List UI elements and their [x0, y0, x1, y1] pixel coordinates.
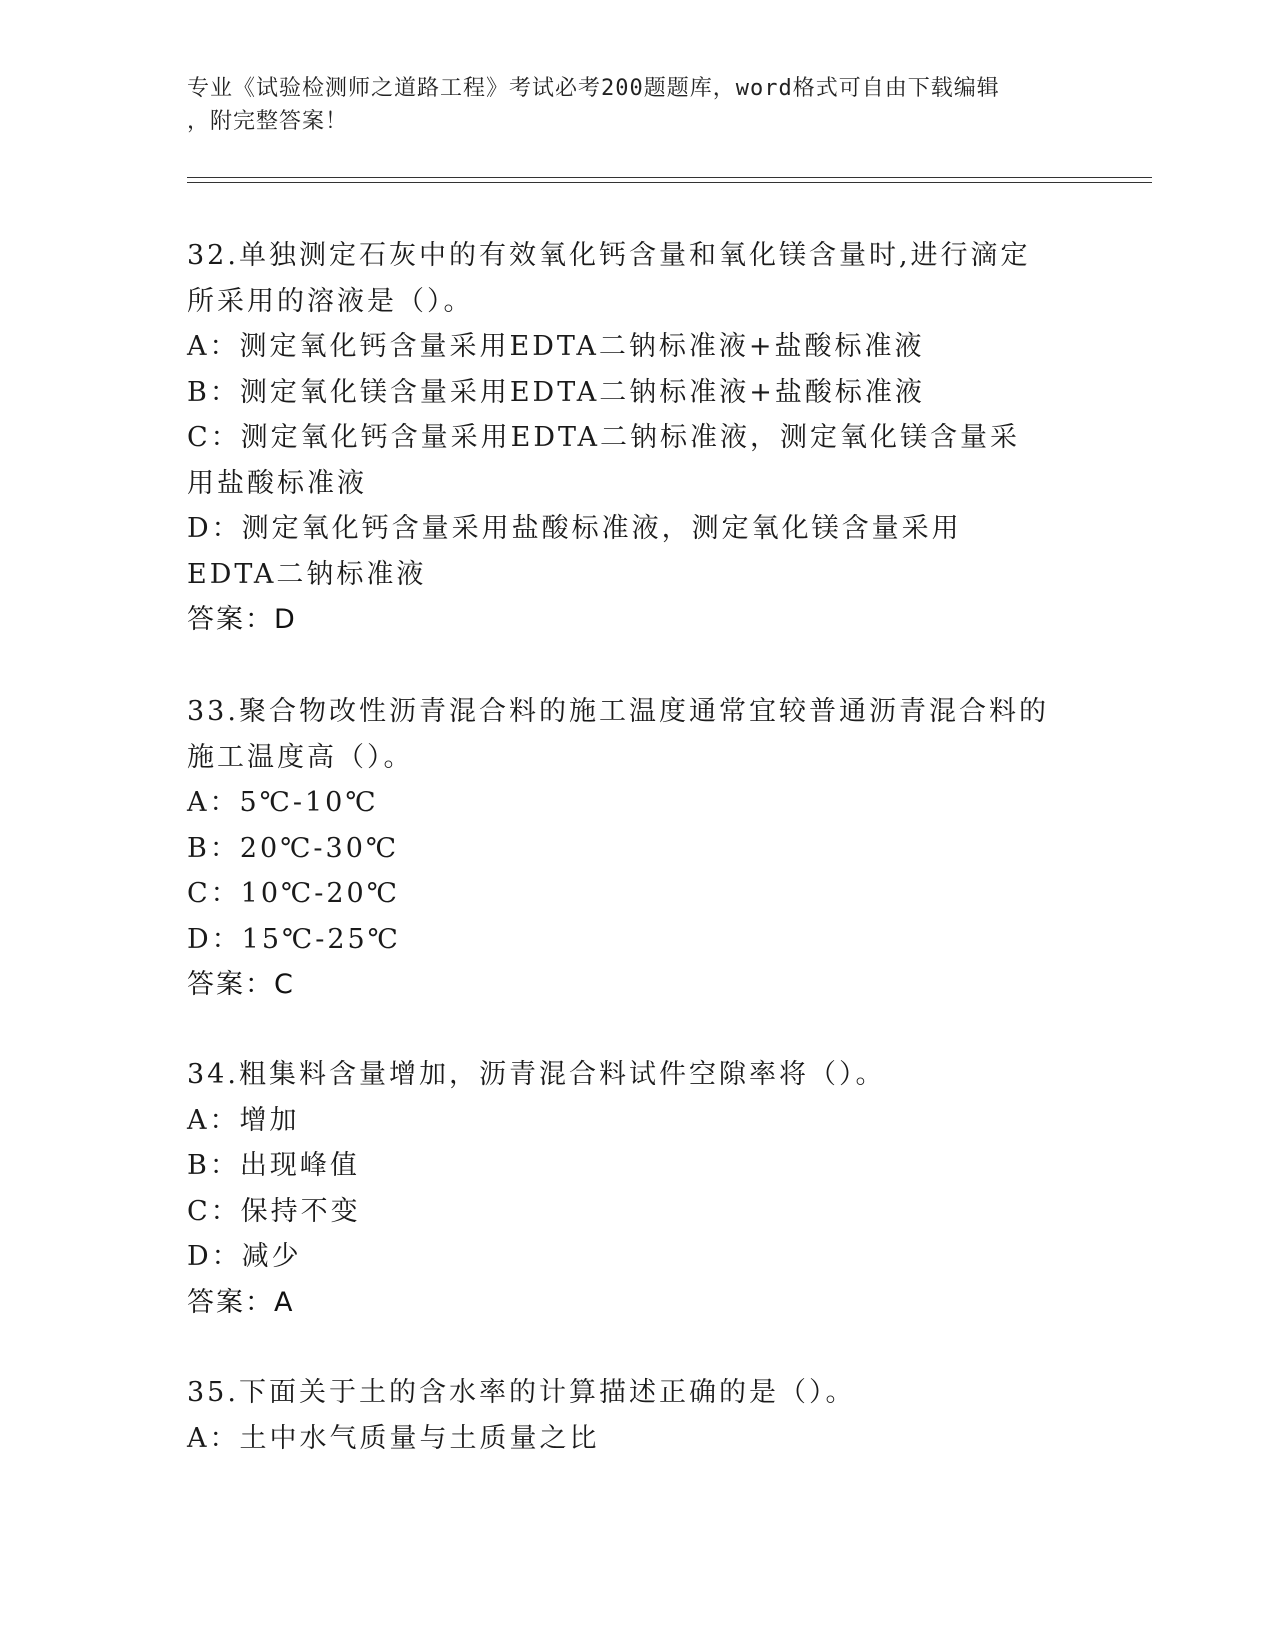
- option-c: C：测定氧化钙含量采用EDTA二钠标准液，测定氧化镁含量采用盐酸标准液: [187, 422, 1021, 499]
- question-33: [187, 689, 1087, 1008]
- option-b: B：测定氧化镁含量采用EDTA二钠标准液+盐酸标准液: [187, 376, 925, 408]
- question-stem: 33.聚合物改性沥青混合料的施工温度通常宜较普通沥青混合料的施工温度高（）。: [187, 696, 1049, 773]
- question-stem: 35.下面关于土的含水率的计算描述正确的是（）。: [187, 1377, 856, 1408]
- question-stem: 32.单独测定石灰中的有效氧化钙含量和氧化镁含量时,进行滴定所采用的溶液是（）。: [187, 240, 1031, 317]
- option-a: A：土中水气质量与土质量之比: [187, 1422, 600, 1454]
- question-34: [187, 1052, 1087, 1325]
- answer-label: 答案：D: [187, 604, 297, 635]
- option-d: D：15℃-25℃: [187, 923, 401, 955]
- option-b: B：20℃-30℃: [187, 832, 400, 864]
- option-b: B：出现峰值: [187, 1150, 360, 1181]
- header-intro-line-2: ，附完整答案！: [187, 109, 349, 134]
- option-c: C：10℃-20℃: [187, 878, 400, 909]
- answer-label: 答案：C: [187, 969, 295, 1000]
- document-header: [187, 72, 1067, 138]
- answer-label: 答案：A: [187, 1286, 295, 1318]
- question-35: [187, 1370, 1087, 1461]
- question-stem: 34.粗集料含量增加，沥青混合料试件空隙率将（）。: [187, 1059, 886, 1090]
- option-a: A：测定氧化钙含量采用EDTA二钠标准液+盐酸标准液: [187, 331, 925, 362]
- header-divider-bottom: [187, 182, 1152, 183]
- option-d: D：测定氧化钙含量采用盐酸标准液，测定氧化镁含量采用EDTA二钠标准液: [187, 513, 962, 590]
- option-d: D：减少: [187, 1241, 302, 1272]
- option-a: A：5℃-10℃: [187, 787, 379, 818]
- question-32: [187, 233, 1087, 643]
- header-divider-top: [187, 177, 1152, 178]
- header-intro-line-1: 专业《试验检测师之道路工程》考试必考200题题库，word格式可自由下载编辑: [187, 76, 1000, 101]
- option-c: C：保持不变: [187, 1195, 361, 1227]
- option-a: A：增加: [187, 1104, 300, 1136]
